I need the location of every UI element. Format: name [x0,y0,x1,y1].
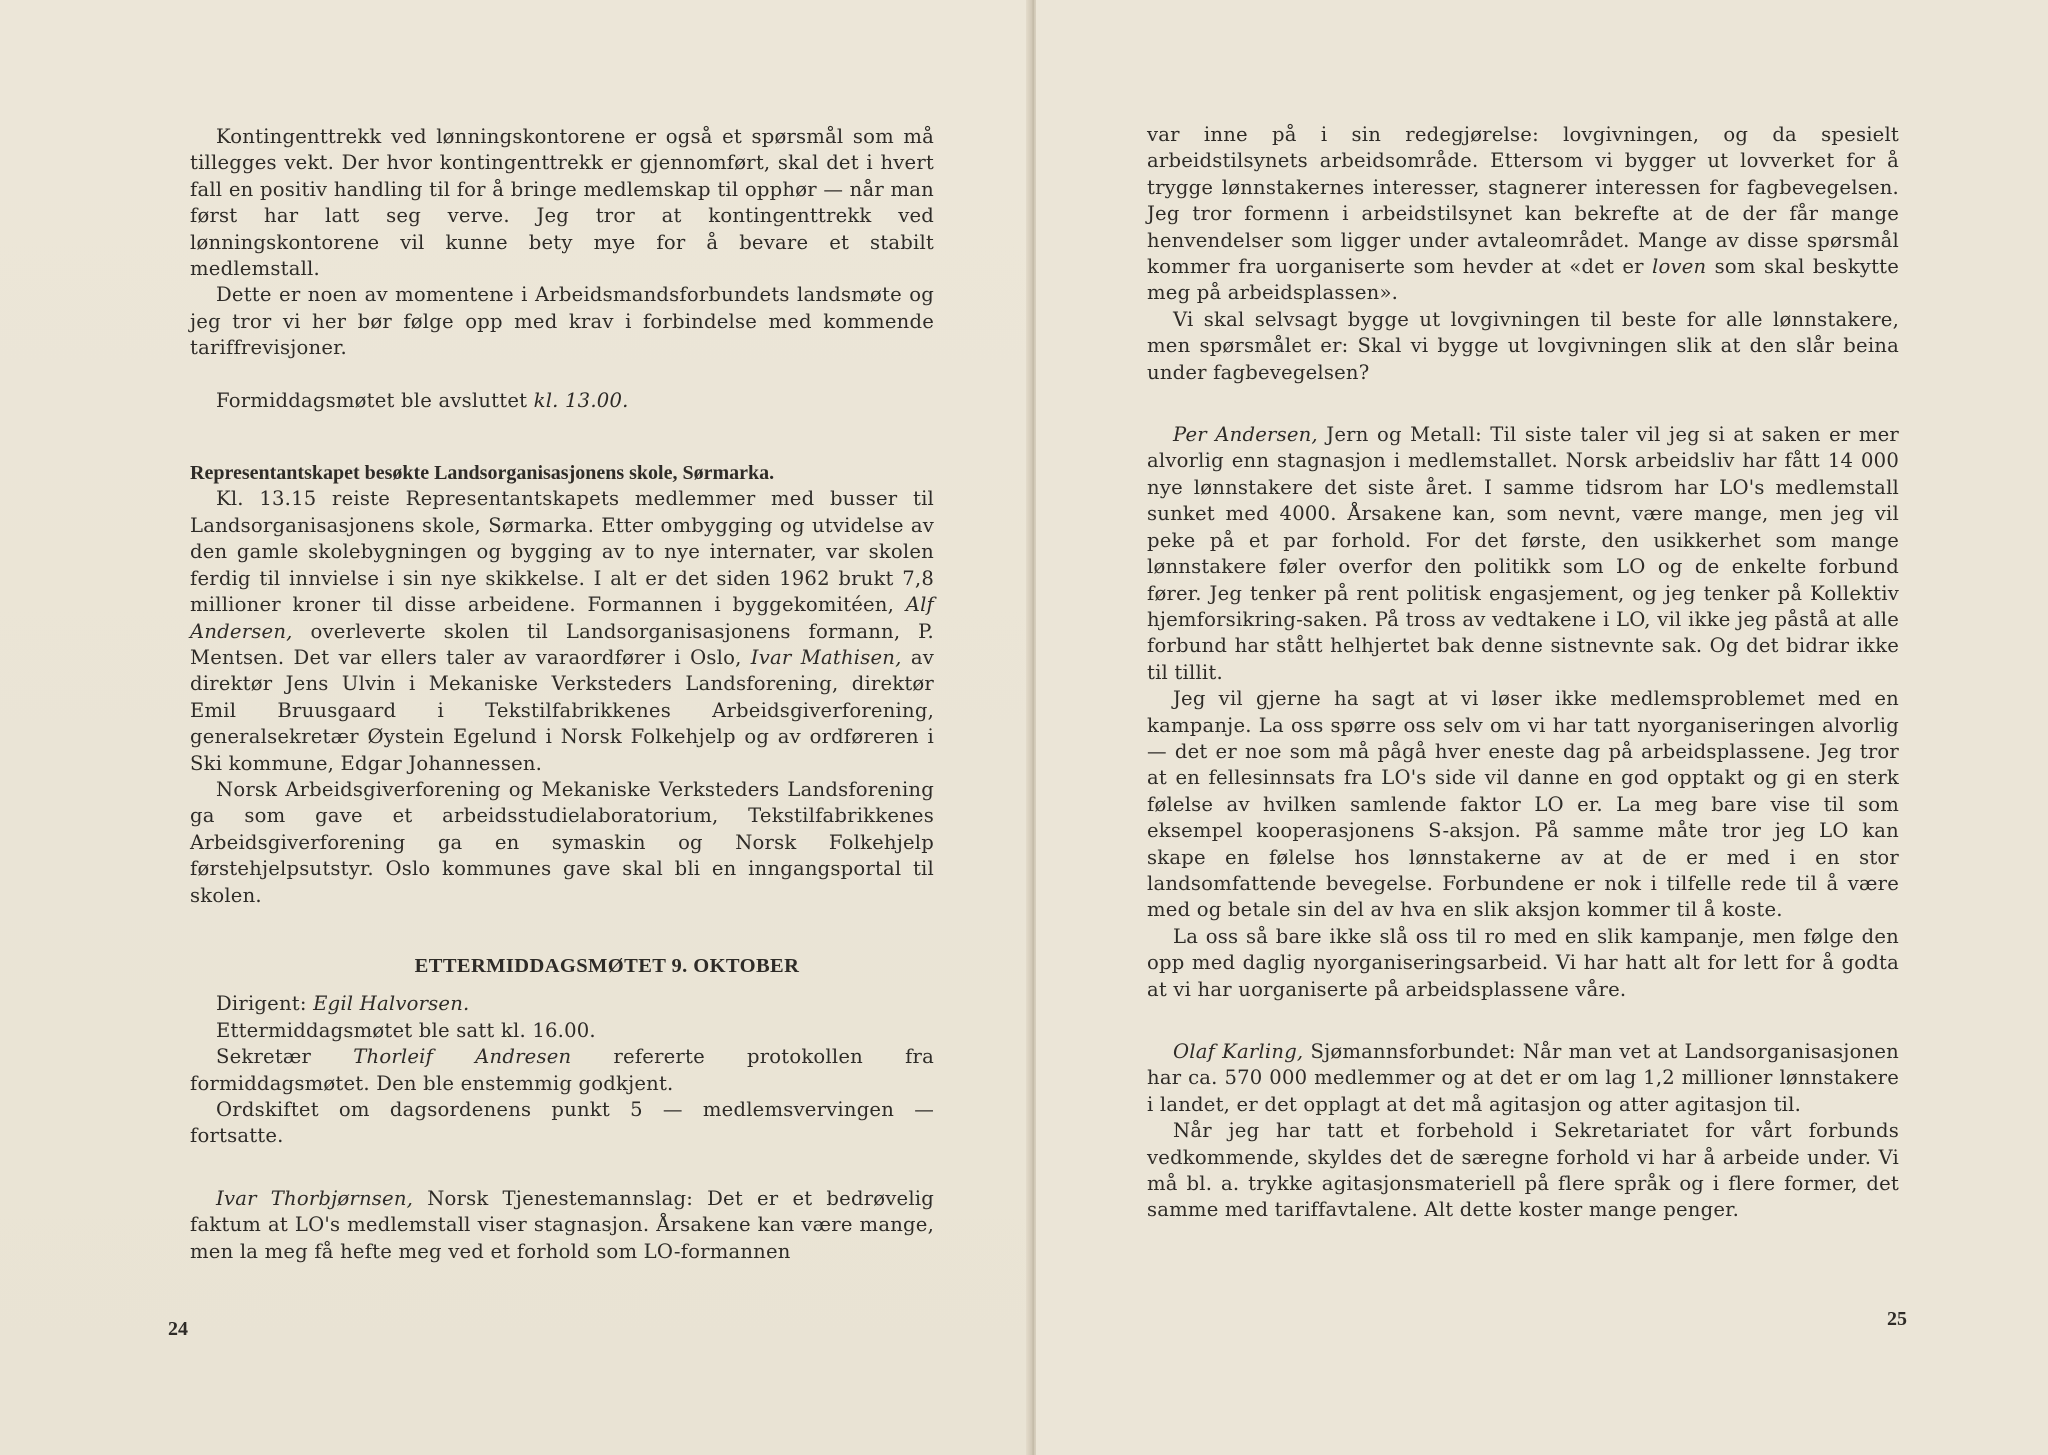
person-name: Thorleif Andresen [353,1045,572,1069]
page-number: 25 [1887,1308,1907,1330]
person-name: Alf Andersen, [190,593,934,643]
text-span: av direktør Jens Ulvin i Mekaniske Verksteders Landsforening, direktør Emil Bruusgaard i Tekstilfabrikkenes Arbeidsgiverforening, generalsekretær Øystein Egelund i Norsk Folkehjelp og av ordføreren i Ski kommune, Edgar Johannessen. [190,645,934,775]
paragraph [190,991,934,1017]
text-span: som skal beskytte meg på arbeidsplassen». [1147,255,1900,305]
person-name: Egil Halvorsen. [313,992,470,1016]
text-span: Dirigent: [216,992,314,1016]
paragraph: Dette er noen av momentene i Arbeidsmandsforbundets landsmøte og jeg tror vi her bør følge opp med krav i forbindelse med kommende tariffrevisjoner. [190,283,934,360]
paragraph [190,486,934,776]
paragraph [190,1044,934,1097]
paragraph [190,388,934,414]
page-number: 24 [168,1318,188,1340]
text-span: Sjømannsforbundet: Når man vet at Landsorganisasjonen har ca. 570 000 medlemmer og at det er om lag 1,2 millioner lønnstakere i landet, er det opplagt at det må agitasjon og atter agitasjon til. [1147,1040,1900,1116]
section-title: ETTERMIDDAGSMØTET 9. OKTOBER [414,954,800,977]
paragraph: La oss så bare ikke slå oss til ro med en slik kampanje, men følge den opp med daglig nyorganiseringsarbeid. Vi har hatt alt for lett for å godta at vi har uorganiserte på arbeidsplassene våre. [1147,924,1899,1001]
person-name: Ivar Mathisen, [750,645,902,669]
paragraph: Norsk Arbeidsgiverforening og Mekaniske Verksteders Landsforening ga som gave et arbeidsstudielaboratorium, Tekstilfabrikkenes Arbeidsgiverforening ga en symaskin og Norsk Folkehjelp førstehjelpsutstyr. Oslo kommunes gave skal bli en inngangsportal til skolen. [190,777,934,907]
paragraph [1147,1039,1899,1118]
right-page-text [1147,122,1899,1224]
text-span: var inne på i sin redegjørelse: lovgivningen, og da spesielt arbeidstilsynets arbeidsområde. Ettersom vi bygger ut lovverket for å trygge lønnstakernes interesser, stagnerer interessen for fagbevegelsen. Jeg tror formenn i arbeidstilsynet kan bekrefte at de der får mange henvendelser som ligger under avtaleområdet. Mange av disse spørsmål kommer fra uorganiserte som hevder at «det er [1147,123,1899,279]
paragraph [1147,122,1899,307]
section-heading: Representantskapet besøkte Landsorganisasjonens skole, Sørmarka. [190,462,775,485]
emphasis-text: loven [1652,255,1707,279]
paragraph: Vi skal selvsagt bygge ut lovgivningen til beste for alle lønnstakere, men spørsmålet er: Skal vi bygge ut lovgivningen slik at den slår beina under fagbevegelsen? [1147,307,1899,384]
paragraph: Ordskiftet om dagsordenens punkt 5 — medlemsvervingen — fortsatte. [190,1098,934,1148]
time-text: kl. 13.00. [533,388,629,412]
text-span: overleverte skolen til Landsorganisasjonens formann, P. Mentsen. Det var ellers taler av varaordfører i Oslo, [190,619,934,669]
text-span: Sekretær [216,1045,354,1069]
person-name: Ivar Thorbjørnsen, [216,1186,414,1210]
right-page [1036,0,2048,1455]
person-name: Olaf Karling, [1173,1040,1304,1063]
text-span: Kl. 13.15 reiste Representantskapets medlemmer med busser til Landsorganisasjonens skole, Sørmarka. Etter ombygging og utvidelse av den gamle skolebygningen og bygging av to nye internater, var skolen ferdig til innvielse i sin nye skikkelse. I alt er det siden 1962 brukt 7,8 millioner kroner til disse arbeidene. Formannen i byggekomitéen, [190,487,934,617]
paragraph [1147,422,1899,686]
paragraph: Jeg vil gjerne ha sagt at vi løser ikke medlemsproblemet med en kampanje. La oss spørre oss selv om vi har tatt nyorganiseringen alvorlig — det er noe som må pågå hver eneste dag på arbeidsplassene. Jeg tror at en fellesinnsats fra LO's side vil danne en god opptakt og gi en sterk følelse av hvilken samlende faktor LO er. La meg bare vise til som eksempel kooperasjonens S-aksjon. På samme måte tror jeg LO kan skape en følelse hos lønnstakerne av at de er med i en stor landsomfattende bevegelse. Forbundene er nok i tilfelle rede til å være med og betale sin del av hva en slik aksjon kommer til å koste. [1147,687,1899,922]
text-span: refererte protokollen fra formiddagsmøtet. Den ble enstemmig godkjent. [190,1045,935,1095]
text-span: Jern og Metall: Til siste taler vil jeg si at saken er mer alvorlig enn stagnasjon i medlemstallet. Norsk arbeidsliv har fått 14 000 nye lønnstakere det siste året. I samme tidsrom har LO's medlemstall sunket med 4000. Årsakene kan, som nevnt, være mange, men jeg vil peke på et par forhold. For det første, den usikkerhet som mange lønnstakere føler overfor den politikk som LO og de enkelte forbund fører. Jeg tenker på rent politisk engasjement, og jeg tenker på Kollektiv hjemforsikring-saken. På tross av vedtakene i LO, vil ikke jeg påstå at alle forbund har stått helhjertet bak denne sistnevnte sak. Og det bidrar ikke til tillit. [1147,423,1899,684]
paragraph: Når jeg har tatt et forbehold i Sekretariatet for vårt forbunds vedkommende, skyldes det de særegne forhold vi har å arbeide under. Vi må bl. a. trykke agitasjonsmateriell på flere språk og i flere former, det samme med tariffavtalene. Alt dette koster mange penger. [1147,1119,1899,1222]
left-page-text [190,124,934,1265]
paragraph: Kontingenttrekk ved lønningskontorene er også et spørsmål som må tillegges vekt. Der hvor kontingenttrekk er gjennomført, skal det i hvert fall en positiv handling til for å bringe medlemskap til opphør — når man først har latt seg verve. Jeg tror at kontingenttrekk ved lønningskontorene vil kunne bety mye for å bevare et stabilt medlemstall. [190,125,934,281]
person-name: Per Andersen, [1173,423,1318,447]
text-span: Norsk Tjenestemannslag: Det er et bedrøvelig faktum at LO's medlemstall viser stagnasjon. Årsakene kan være mange, men la meg få hefte meg ved et forhold som LO-formannen [190,1186,934,1263]
text-span: Formiddagsmøtet ble avsluttet [216,388,534,412]
paragraph [190,1186,934,1265]
paragraph: Ettermiddagsmøtet ble satt kl. 16.00. [216,1018,596,1042]
